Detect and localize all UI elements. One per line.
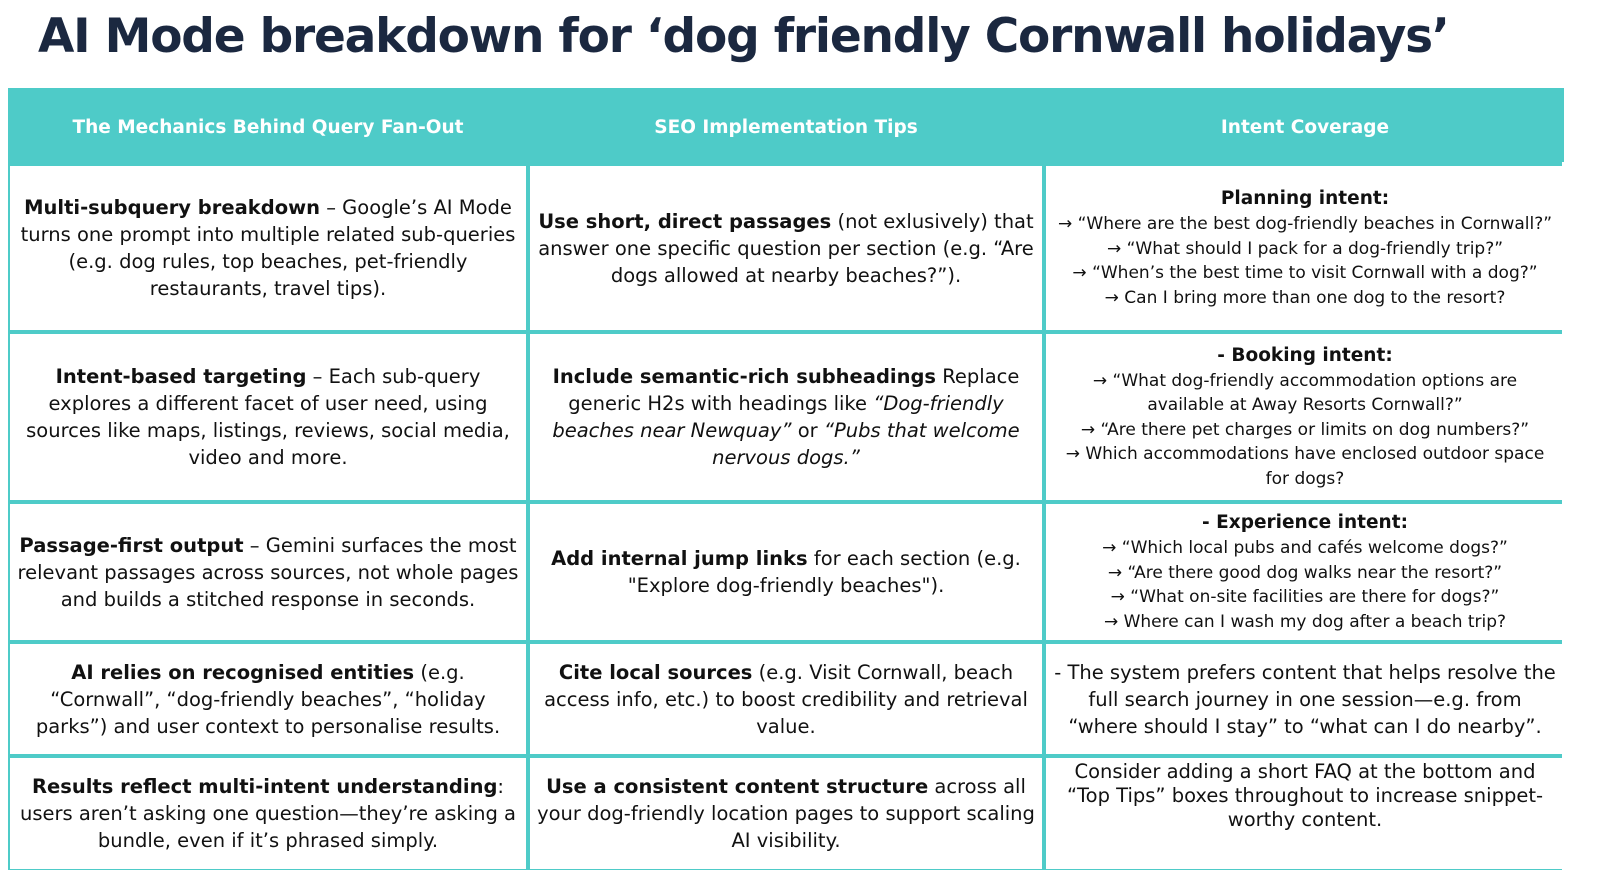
mechanic-cell <box>10 504 526 640</box>
intent-item: → “What should I pack for a dog-friendly trip?” <box>1106 238 1504 259</box>
intent-cell-booking <box>1046 334 1564 500</box>
intent-cell-planning <box>1046 166 1564 330</box>
mechanic-cell <box>10 166 526 330</box>
tip-cell <box>530 758 1042 869</box>
page-title: AI Mode breakdown for ‘dog friendly Cornwall holidays’ <box>38 9 1449 64</box>
intent-cell-faq <box>1046 758 1564 869</box>
tip-text: Replace generic H2s with headings like <box>568 365 1020 415</box>
tip-text: or <box>791 419 824 442</box>
intent-title: Planning intent: <box>1220 188 1390 209</box>
breakdown-table <box>8 88 1562 870</box>
intent-item: → Which accommodations have enclosed outdoor space for dogs? <box>1065 444 1545 489</box>
mechanic-text: – Gemini surfaces the most relevant passages across sources, not whole pages and builds a stitched response in seconds. <box>17 533 519 611</box>
intent-text: Consider adding a short FAQ at the bottom and “Top Tips” boxes throughout to increase snippet-worthy content. <box>1066 760 1544 831</box>
intent-item: → “Are there pet charges or limits on dog numbers?” <box>1080 419 1530 440</box>
tip-italic-example: “Pubs that welcome nervous dogs.” <box>712 419 1020 469</box>
intent-cell-journey <box>1046 644 1564 754</box>
tip-cell <box>530 334 1042 500</box>
mechanic-cell <box>10 334 526 500</box>
intent-item: → “Where are the best dog-friendly beaches in Cornwall?” <box>1057 214 1553 234</box>
header-seo-tips: SEO Implementation Tips <box>530 88 1042 162</box>
intent-item: → “What dog-friendly accommodation options are available at Away Resorts Cornwall?” <box>1092 370 1518 416</box>
tip-cell <box>530 166 1042 330</box>
intent-item: → “Are there good dog walks near the resort?” <box>1107 562 1503 583</box>
tip-text: for each section (e.g. "Explore dog-friendly beaches"). <box>627 547 1021 597</box>
mechanic-bold: Intent-based targeting <box>55 365 307 388</box>
intent-text: - The system prefers content that helps resolve the full search journey in one session—e.g. from “where should I stay” to “what can I do nearby”. <box>1054 660 1556 738</box>
tip-bold: Add internal jump links <box>551 547 808 570</box>
intent-title: - Experience intent: <box>1202 512 1408 533</box>
intent-cell-experience <box>1046 504 1564 640</box>
tip-cell <box>530 504 1042 640</box>
mechanic-bold: Passage-first output <box>19 533 244 557</box>
header-mechanics: The Mechanics Behind Query Fan-Out <box>10 88 526 162</box>
mechanic-cell <box>10 644 526 754</box>
header-intent-coverage: Intent Coverage <box>1046 88 1564 162</box>
tip-bold: Cite local sources <box>558 660 753 684</box>
mechanic-bold: Results reflect multi-intent understanding <box>31 775 498 798</box>
mechanic-text: (e.g. “Cornwall”, “dog-friendly beaches”, “holiday parks”) and user context to personalise results. <box>35 660 501 738</box>
mechanic-text: – Google’s AI Mode turns one prompt into multiple related sub-queries (e.g. dog rules, top beaches, pet-friendly restaurants, travel tips). <box>20 196 516 300</box>
tip-italic-example: “Dog-friendly beaches near Newquay” <box>552 392 1004 442</box>
intent-title: - Booking intent: <box>1217 344 1393 366</box>
tip-bold: Use short, direct passages <box>538 209 832 233</box>
mechanic-text: : users aren’t asking one question—they’re asking a bundle, even if it’s phrased simply. <box>19 775 517 852</box>
mechanic-text: – Each sub-query explores a different facet of user need, using sources like maps, listings, reviews, social media, video and more. <box>26 365 510 469</box>
tip-cell <box>530 644 1042 754</box>
intent-item: → “Which local pubs and cafés welcome dogs?” <box>1102 538 1508 558</box>
tip-bold: Use a consistent content structure <box>546 775 929 798</box>
mechanic-bold: Multi-subquery breakdown <box>24 196 320 219</box>
intent-item: → “What on-site facilities are there for dogs?” <box>1110 587 1500 607</box>
mechanic-cell <box>10 758 526 869</box>
intent-item: → “When’s the best time to visit Cornwall with a dog?” <box>1072 263 1538 283</box>
tip-text: (e.g. Visit Cornwall, beach access info, etc.) to boost credibility and retrieval value. <box>544 660 1028 738</box>
tip-text: (not exlusively) that answer one specific question per section (e.g. “Are dogs allowed at nearby beaches?”). <box>538 209 1034 287</box>
intent-item: → Can I bring more than one dog to the resort? <box>1104 287 1506 308</box>
mechanic-bold: AI relies on recognised entities <box>71 660 415 684</box>
intent-item: → Where can I wash my dog after a beach trip? <box>1103 611 1507 632</box>
tip-text: across all your dog-friendly location pages to support scaling AI visibility. <box>537 775 1035 852</box>
tip-bold: Include semantic-rich subheadings <box>552 365 937 388</box>
